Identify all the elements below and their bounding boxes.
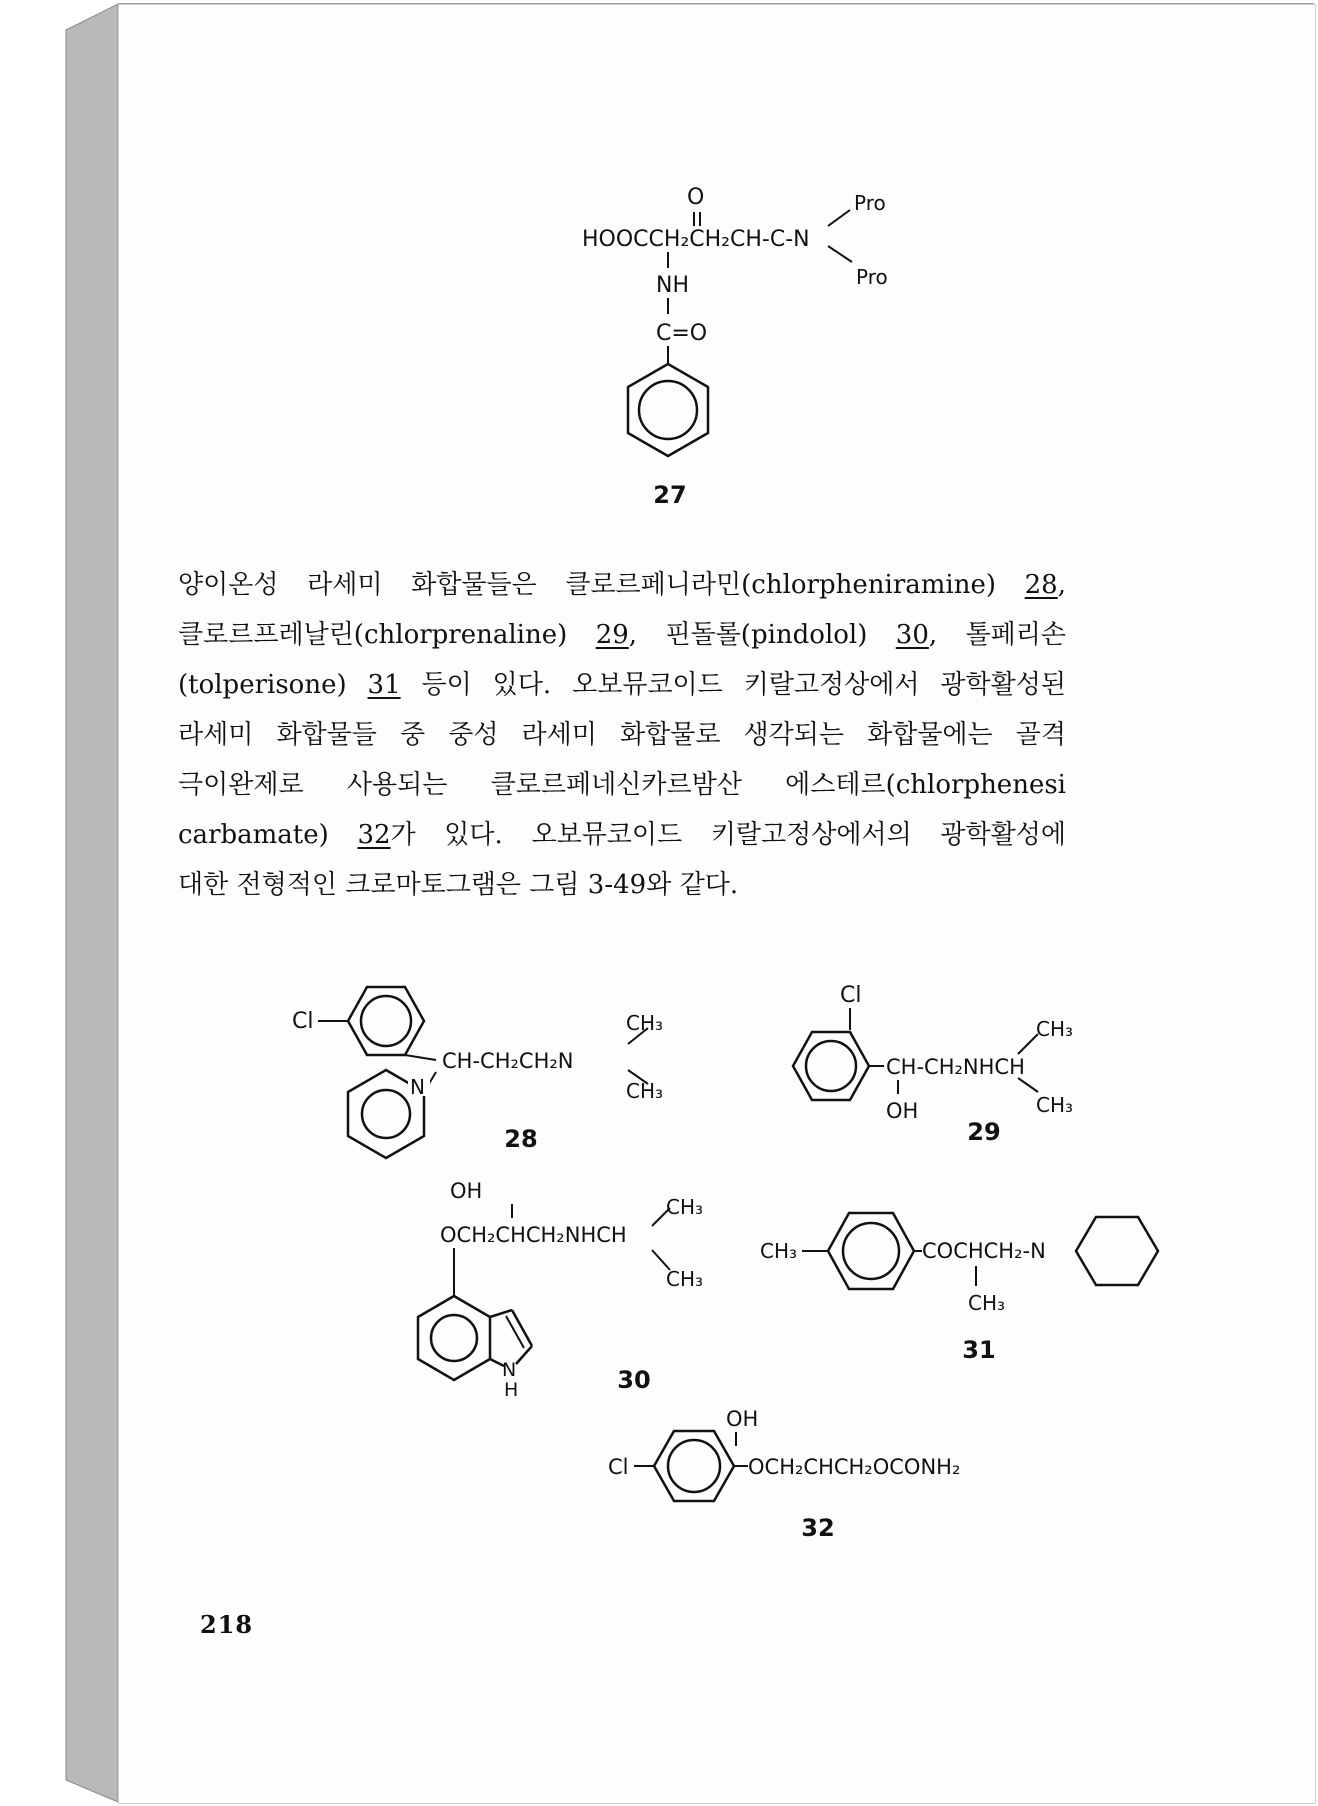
chain-27: HOOCCH₂CH₂CH-C-N (582, 227, 810, 252)
chain-30: OCH₂CHCH₂NHCH (440, 1223, 627, 1247)
structure-label-32: 32 (801, 1514, 835, 1542)
methyl-28-bottom: CH₃ (626, 1079, 664, 1103)
paragraph-line: carbamate) 32가 있다. 오보뮤코이드 키랄고정상에서의 광학활성에 (178, 820, 1066, 850)
methyl-29-bottom: CH₃ (1036, 1093, 1074, 1117)
structure-27 (570, 180, 950, 510)
structure-label-27: 27 (653, 481, 687, 509)
compound-ref-28: 28 (1024, 570, 1058, 600)
paragraph-line: 대한 전형적인 크로마토그램은 그림 3-49와 같다. (178, 870, 739, 900)
compound-ref-32: 32 (357, 820, 391, 850)
methyl-30-bottom: CH₃ (666, 1267, 704, 1291)
chain-29: CH-CH₂NHCH (886, 1055, 1025, 1079)
chloro-32: Cl (608, 1455, 629, 1479)
structure-label-31: 31 (962, 1336, 996, 1364)
paragraph-line: (tolperisone) 31 등이 있다. 오보뮤코이드 키랄고정상에서 광학활성된 (178, 670, 1067, 700)
structure-30 (400, 1170, 730, 1400)
pyridine-nitrogen: N (410, 1075, 425, 1099)
paragraph-line: 양이온성 라세미 화합물들은 클로르페니라민(chlorpheniramine) 28, (178, 570, 1066, 600)
structure-31 (756, 1196, 1176, 1376)
structure-label-28: 28 (504, 1125, 538, 1153)
methyl-31-sub: CH₃ (968, 1291, 1006, 1315)
chain-28: CH-CH₂CH₂N (442, 1049, 574, 1073)
compound-ref-30: 30 (895, 620, 929, 650)
compound-ref-29: 29 (595, 620, 629, 650)
hydroxyl-29: OH (886, 1099, 919, 1123)
propyl-top: Pro (854, 191, 886, 215)
structure-32 (604, 1400, 1044, 1550)
body-paragraph (178, 560, 1066, 910)
methyl-30-top: CH₃ (666, 1195, 704, 1219)
methyl-28-top: CH₃ (626, 1011, 664, 1035)
hydroxyl-32: OH (726, 1407, 759, 1431)
benzoyl-carbonyl: C=O (656, 321, 708, 346)
amide-nh: NH (656, 273, 689, 298)
methyl-29-top: CH₃ (1036, 1017, 1074, 1041)
paragraph-line: 클로르프레날린(chlorprenaline) 29, 핀돌롤(pindolol) 30, 톨페리손 (178, 620, 1067, 650)
structure-29 (756, 978, 1116, 1158)
chloro-28: Cl (292, 1009, 314, 1034)
paragraph-line: 라세미 화합물들 중 중성 라세미 화합물로 생각되는 화합물에는 골격 (178, 720, 1066, 750)
chloro-29: Cl (840, 983, 862, 1008)
chain-31: COCHCH₂-N (922, 1239, 1046, 1263)
compound-ref-31: 31 (367, 670, 401, 700)
indole-nitrogen: N (502, 1359, 517, 1381)
structure-label-29: 29 (967, 1118, 1001, 1146)
page-number: 218 (200, 1610, 254, 1639)
structure-28 (286, 970, 686, 1160)
propyl-bottom: Pro (856, 265, 888, 289)
carbonyl-oxygen: O (687, 185, 705, 210)
paragraph-line: 극이완제로 사용되는 클로르페네신카르밤산 에스테르(chlorphenesi (178, 770, 1066, 800)
methyl-31: CH₃ (760, 1239, 798, 1263)
hydroxyl-30: OH (450, 1179, 483, 1203)
structure-label-30: 30 (617, 1366, 651, 1394)
chain-32: OCH₂CHCH₂OCONH₂ (748, 1455, 961, 1479)
indole-hydrogen: H (504, 1379, 519, 1400)
